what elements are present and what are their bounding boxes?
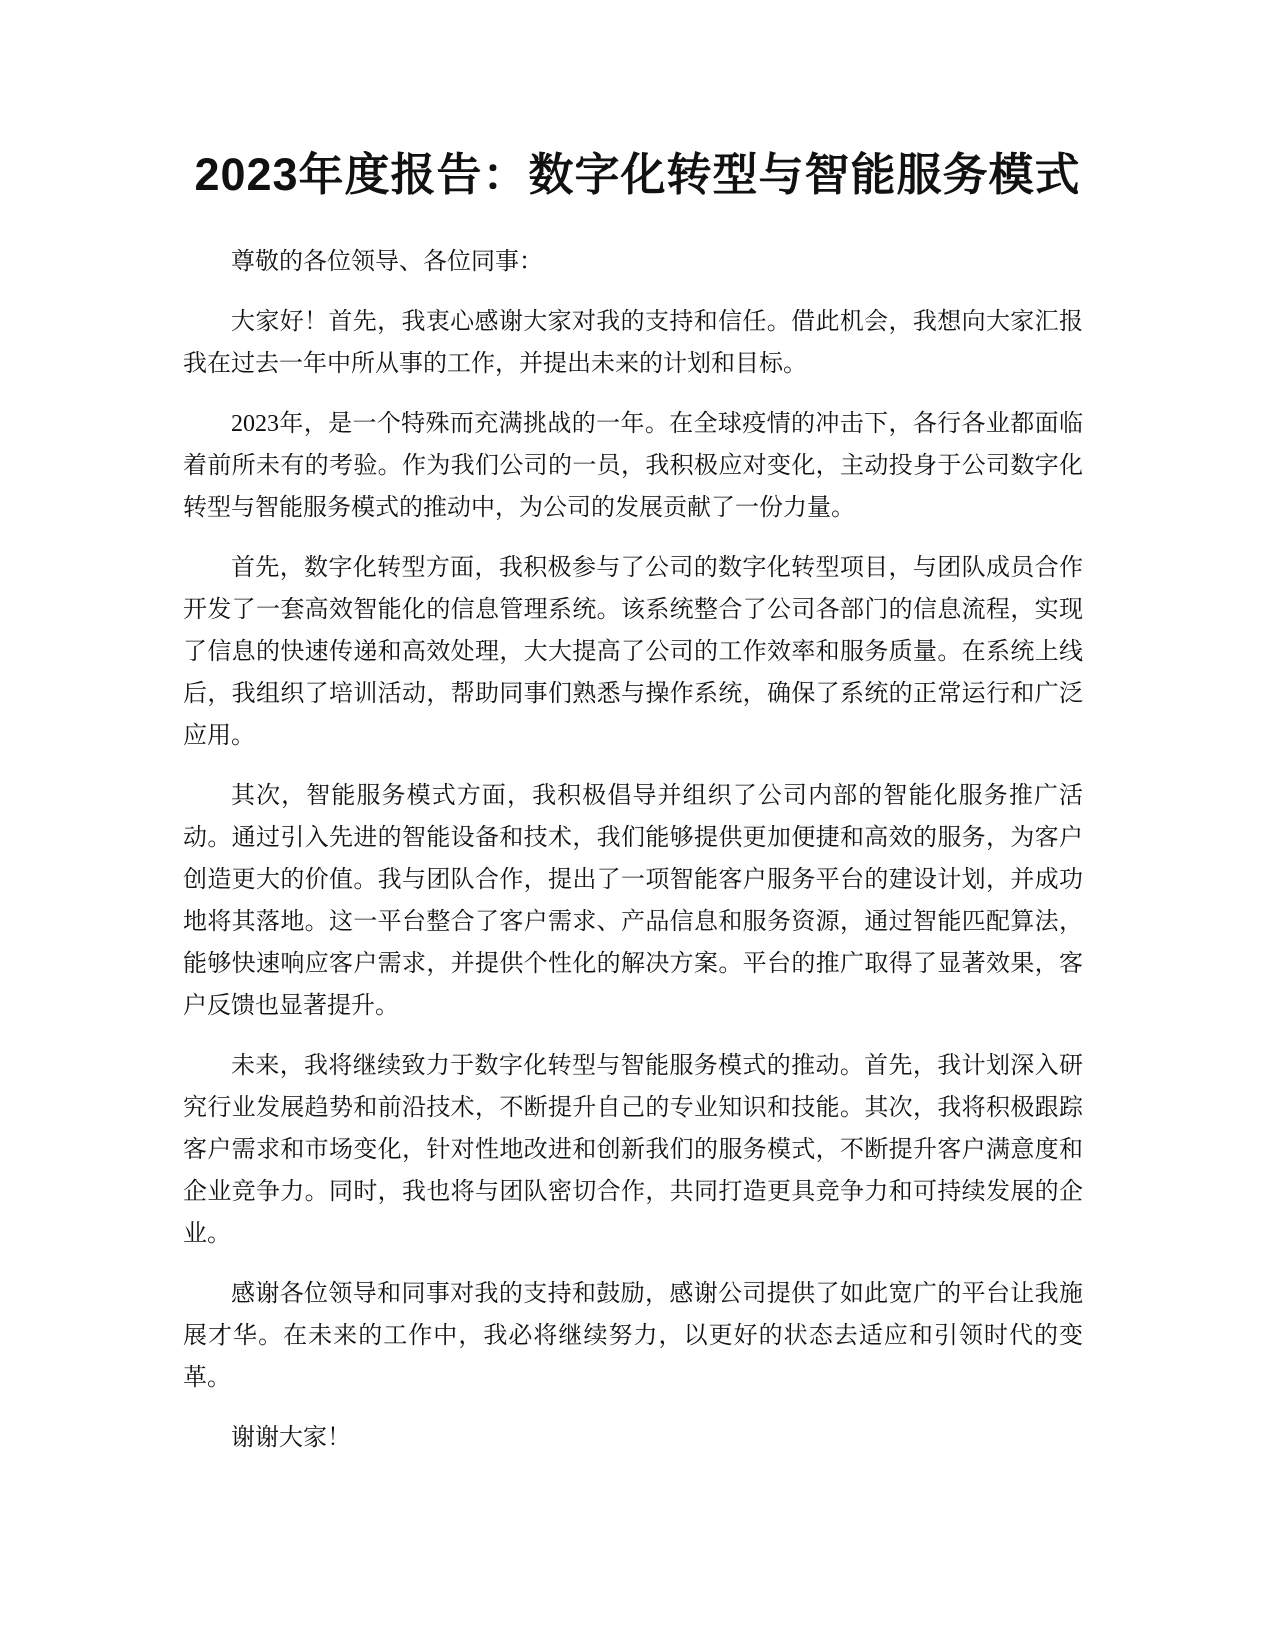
paragraph-greeting: 大家好！首先，我衷心感谢大家对我的支持和信任。借此机会，我想向大家汇报我在过去一年中所从事的工作，并提出未来的计划和目标。 xyxy=(183,309,1083,377)
closing-line: 谢谢大家！ xyxy=(231,1425,351,1451)
salutation: 尊敬的各位领导、各位同事： xyxy=(231,249,543,275)
document-body xyxy=(183,241,1083,1477)
paragraph-smart-service: 其次，智能服务模式方面，我积极倡导并组织了公司内部的智能化服务推广活动。通过引入先进的智能设备和技术，我们能够提供更加便捷和高效的服务，为客户创造更大的价值。我与团队合作，提出了一项智能客户服务平台的建设计划，并成功地将其落地。这一平台整合了客户需求、产品信息和服务资源，通过智能匹配算法，能够快速响应客户需求，并提供个性化的解决方案。平台的推广取得了显著效果，客户反馈也显著提升。 xyxy=(183,783,1083,1019)
paragraph-future-plan: 未来，我将继续致力于数字化转型与智能服务模式的推动。首先，我计划深入研究行业发展趋势和前沿技术，不断提升自己的专业知识和技能。其次，我将积极跟踪客户需求和市场变化，针对性地改进和创新我们的服务模式，不断提升客户满意度和企业竞争力。同时，我也将与团队密切合作，共同打造更具竞争力和可持续发展的企业。 xyxy=(183,1053,1083,1247)
paragraph-thanks: 感谢各位领导和同事对我的支持和鼓励，感谢公司提供了如此宽广的平台让我施展才华。在未来的工作中，我必将继续努力，以更好的状态去适应和引领时代的变革。 xyxy=(183,1281,1083,1391)
paragraph-digital-transformation: 首先，数字化转型方面，我积极参与了公司的数字化转型项目，与团队成员合作开发了一套高效智能化的信息管理系统。该系统整合了公司各部门的信息流程，实现了信息的快速传递和高效处理，大大提高了公司的工作效率和服务质量。在系统上线后，我组织了培训活动，帮助同事们熟悉与操作系统，确保了系统的正常运行和广泛应用。 xyxy=(183,555,1083,749)
paragraph-year-overview: 2023年，是一个特殊而充满挑战的一年。在全球疫情的冲击下，各行各业都面临着前所未有的考验。作为我们公司的一员，我积极应对变化，主动投身于公司数字化转型与智能服务模式的推动中，为公司的发展贡献了一份力量。 xyxy=(183,411,1083,521)
document-title: 2023年度报告：数字化转型与智能服务模式 xyxy=(194,149,1081,200)
